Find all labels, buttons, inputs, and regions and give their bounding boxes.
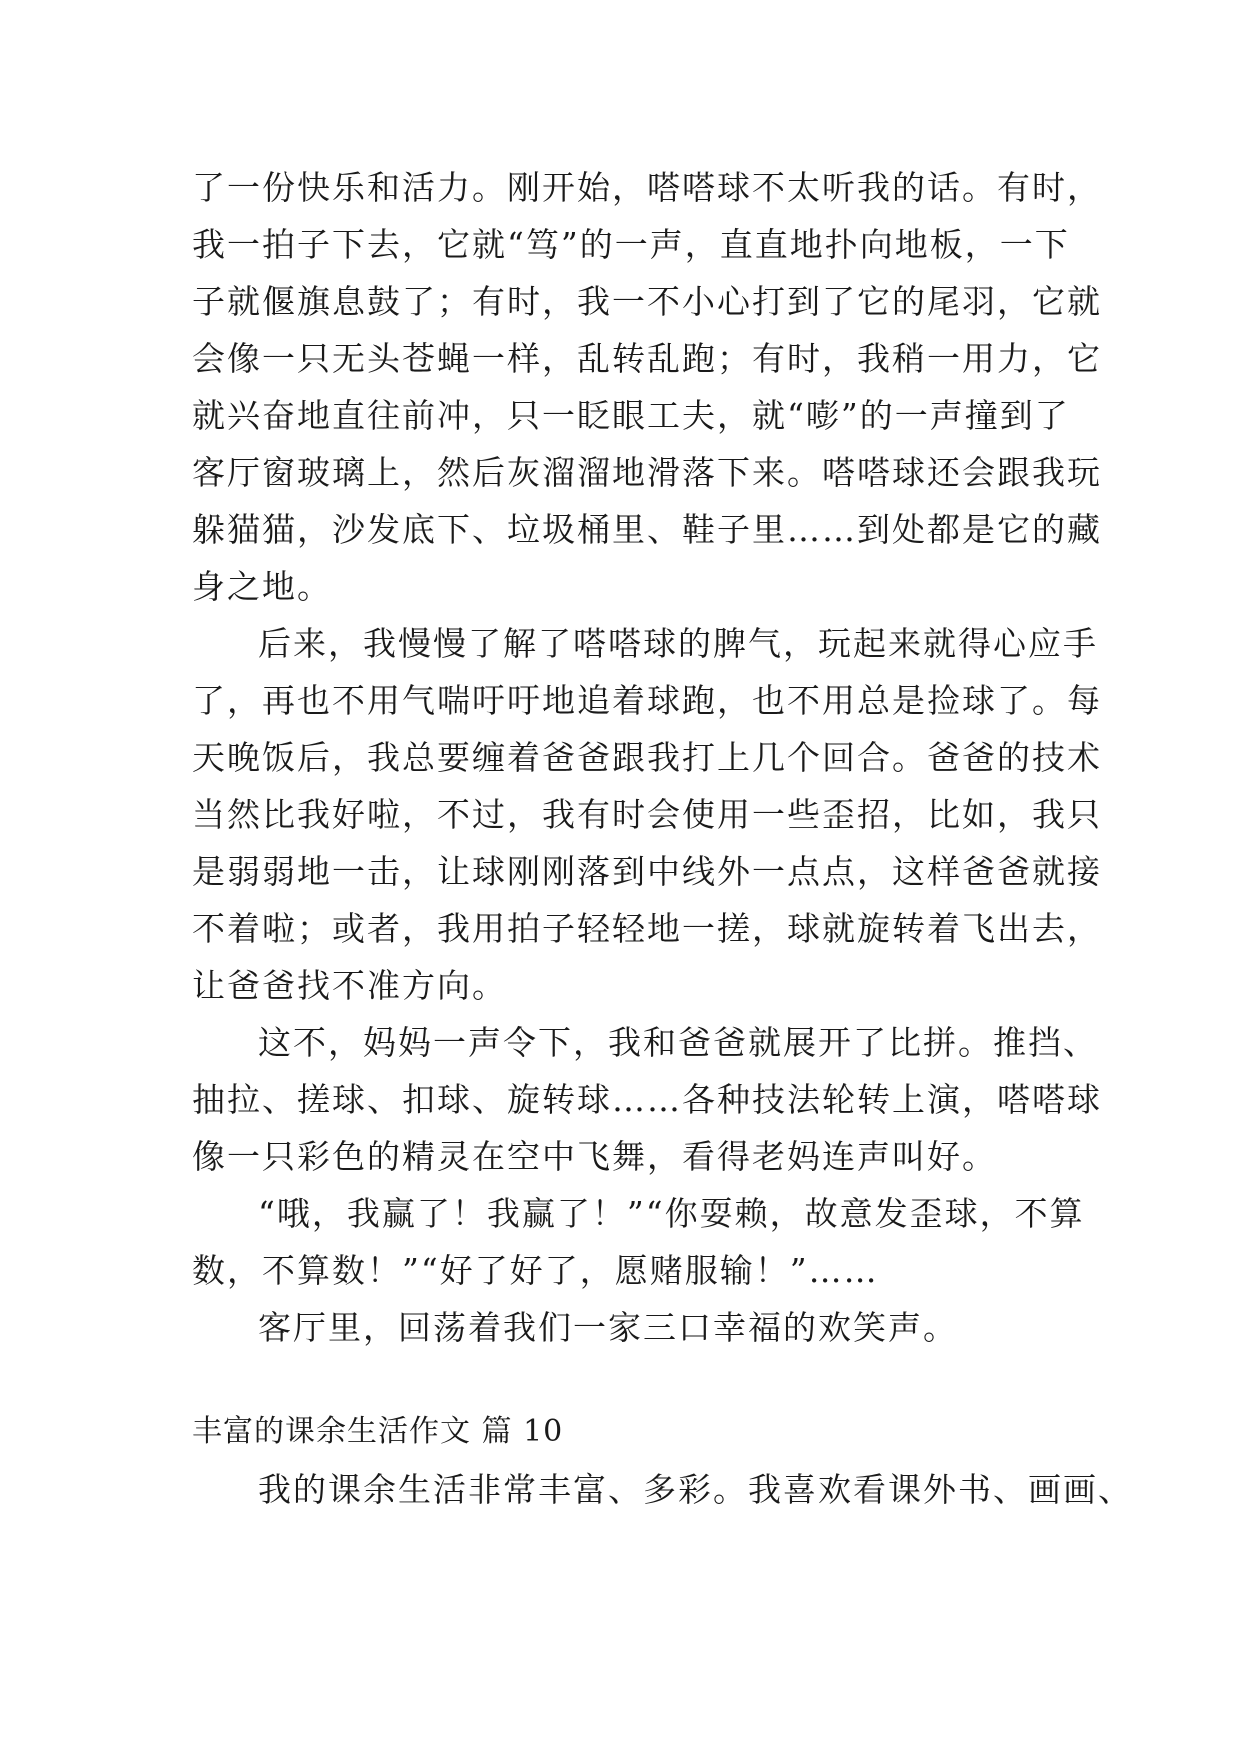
paragraph-2-line-2: 了，再也不用气喘吁吁地追着球跑，也不用总是捡球了。每 (192, 681, 1102, 720)
paragraph-2-line-4: 当然比我好啦，不过，我有时会使用一些歪招，比如，我只 (192, 795, 1102, 834)
paragraph-3-line-3: 像一只彩色的精灵在空中飞舞，看得老妈连声叫好。 (192, 1137, 997, 1176)
paragraph-2-line-5: 是弱弱地一击，让球刚刚落到中线外一点点，这样爸爸就接 (192, 852, 1102, 891)
paragraph-2-line-7: 让爸爸找不准方向。 (192, 966, 507, 1005)
paragraph-3-line-2: 抽拉、搓球、扣球、旋转球……各种技法轮转上演，嗒嗒球 (192, 1080, 1102, 1119)
paragraph-6-line-1: 我的课余生活非常丰富、多彩。我喜欢看课外书、画画、 (258, 1470, 1133, 1509)
paragraph-2-line-3: 天晚饭后，我总要缠着爸爸跟我打上几个回合。爸爸的技术 (192, 738, 1102, 777)
paragraph-1-line-4: 会像一只无头苍蝇一样，乱转乱跑；有时，我稍一用力，它 (192, 339, 1102, 378)
paragraph-3-line-1: 这不，妈妈一声令下，我和爸爸就展开了比拼。推挡、 (258, 1023, 1098, 1062)
paragraph-2-line-1: 后来，我慢慢了解了嗒嗒球的脾气，玩起来就得心应手 (258, 624, 1098, 663)
paragraph-1-line-8: 身之地。 (192, 567, 332, 606)
paragraph-1-line-7: 躲猫猫，沙发底下、垃圾桶里、鞋子里……到处都是它的藏 (192, 510, 1102, 549)
paragraph-4-line-2: 数，不算数！”“好了好了，愿赌服输！”…… (192, 1251, 879, 1290)
paragraph-1-line-5: 就兴奋地直往前冲，只一眨眼工夫，就“嘭”的一声撞到了 (192, 396, 1070, 435)
paragraph-4-line-1: “哦，我赢了！我赢了！”“你耍赖，故意发歪球，不算 (258, 1194, 1085, 1233)
section-heading: 丰富的课余生活作文 篇 10 (192, 1414, 564, 1449)
paragraph-1-line-3: 子就偃旗息鼓了；有时，我一不小心打到了它的尾羽，它就 (192, 282, 1102, 321)
paragraph-1-line-2: 我一拍子下去，它就“笃”的一声，直直地扑向地板，一下 (192, 225, 1070, 264)
paragraph-1-line-1: 了一份快乐和活力。刚开始，嗒嗒球不太听我的话。有时， (192, 168, 1102, 207)
paragraph-5-line-1: 客厅里，回荡着我们一家三口幸福的欢笑声。 (258, 1308, 958, 1347)
paragraph-1-line-6: 客厅窗玻璃上，然后灰溜溜地滑落下来。嗒嗒球还会跟我玩 (192, 453, 1102, 492)
paragraph-2-line-6: 不着啦；或者，我用拍子轻轻地一搓，球就旋转着飞出去， (192, 909, 1102, 948)
